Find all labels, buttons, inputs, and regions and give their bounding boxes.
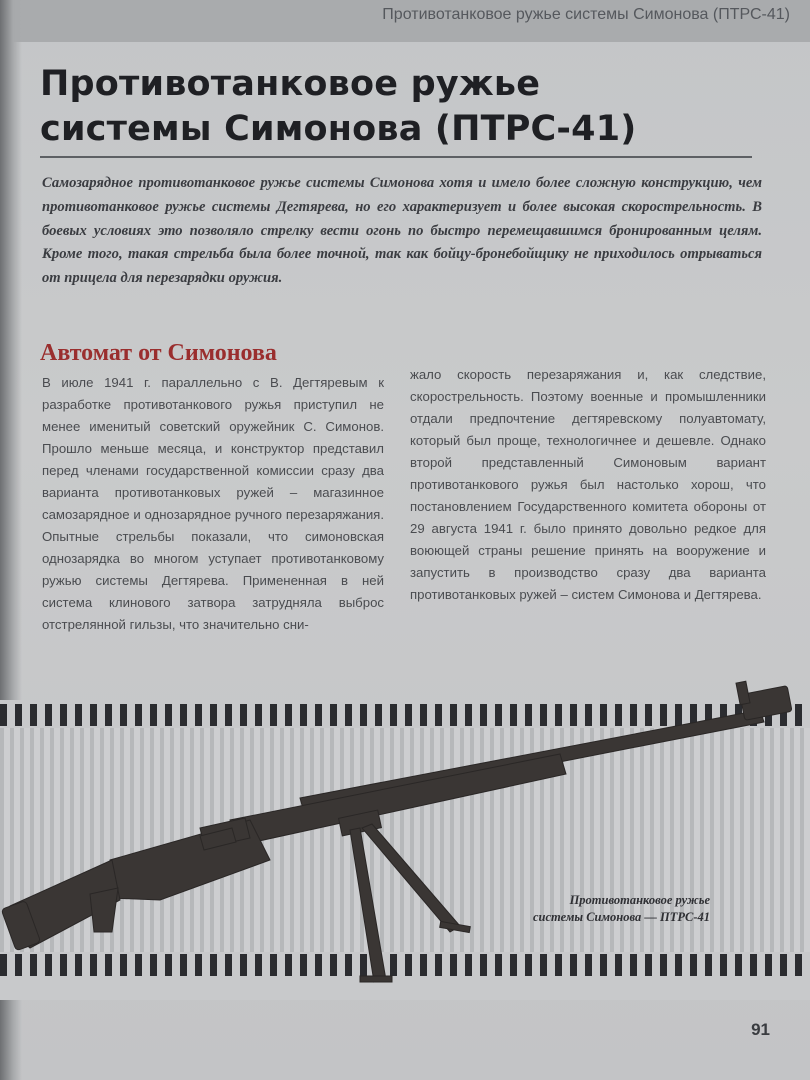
caption-line-2: системы Симонова — ПТРС-41	[533, 910, 710, 924]
lead-paragraph: Самозарядное противотанковое ружье системы Симонова хотя и имело более сложную конструкцию, чем противотанковое ружье системы Дегтярева, но его характеризует и более высокая скорострельность. В боевых условиях это позволяло стрелку вести огонь по быстро перемещавшимся бронированным целям. Кроме того, такая стрельба была более точной, так как бойцу-бронебойщику не приходилось отрываться от прицела для перезарядки оружия.	[42, 175, 762, 287]
page-title	[40, 62, 760, 152]
title-line-1: Противотанковое ружье	[40, 64, 541, 104]
body-column-left: В июле 1941 г. параллельно с В. Дегтяревым к разработке противотанкового ружья приступил не менее именитый советский оружейник С. Симонов. Прошло меньше месяца, и конструктор представил перед членами государственной комиссии сразу два варианта противотанковых ружей – магазинное самозарядное и однозарядное ручного перезаряжания. Опытные стрельбы показали, что симоновская однозарядка во многом уступает противотанковому ружью системы Дегтярева. Примененная в ней система клинового затвора затрудняла выброс отстрелянной гильзы, что значительно сни-	[42, 375, 384, 632]
section-title: Автомат от Симонова	[40, 340, 277, 366]
page-number: 91	[751, 1020, 770, 1039]
rifle-illustration	[0, 670, 810, 990]
running-head-bar	[0, 0, 810, 42]
title-line-2: системы Симонова (ПТРС-41)	[40, 109, 637, 149]
figure-caption	[470, 892, 710, 926]
caption-line-1: Противотанковое ружье	[569, 893, 710, 907]
title-rule	[40, 156, 752, 158]
running-head: Противотанковое ружье системы Симонова (ПТРС-41)	[382, 6, 790, 23]
body-column-right: жало скорость перезаряжания и, как следствие, скорострельность. Поэтому военные и промышленники отдали предпочтение дегтяревскому полуавтомату, который был проще, технологичнее и дешевле. Однако второй представленный Симоновым вариант противотанкового ружья был настолько хорош, что постановлением Государственного комитета обороны от 29 августа 1941 г. было принято довольно редкое для воюющей страны решение принять на вооружение и запустить в производство сразу два варианта противотанковых ружей – систем Симонова и Дегтярева.	[410, 367, 766, 602]
